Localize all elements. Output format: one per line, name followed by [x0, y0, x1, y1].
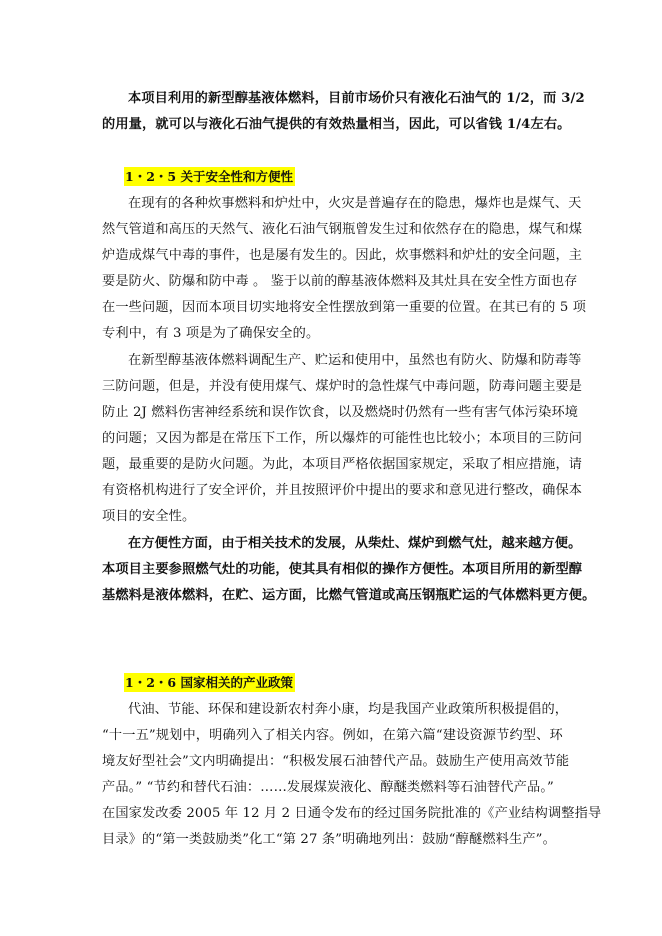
policy-line-3: 境友好型社会”文内明确提出：“积极发展石油替代产品。鼓励生产使用高效节能: [102, 754, 570, 769]
policy-line-4: 产品。” “节约和替代石油：……发展煤炭液化、醇醚类燃料等石油替代产品。”: [102, 780, 554, 795]
section-heading-safety: 1・2・5 关于安全性和方便性: [125, 169, 293, 184]
policy-line-2: “十一五”规划中，明确列入了相关内容。例如，在第六篇“建设资源节约型、环: [102, 728, 563, 743]
production-line-2: 三防问题，但是，并没有使用煤气、煤炉时的急性煤气中毒问题，防毒问题主要是: [102, 379, 583, 394]
policy-line-5: 在国家发改委 2005 年 12 月 2 日通令发布的经过国务院批准的《产业结构调整指导: [102, 806, 602, 821]
production-line-4: 的问题；又因为都是在常压下工作，所以爆炸的可能性也比较小；本项目的三防问: [102, 431, 583, 446]
safety-line-3: 炉造成煤气中毒的事件，也是屡有发生的。因此，炊事燃料和炉灶的安全问题，主: [102, 248, 583, 263]
production-line-1: 在新型醇基液体燃料调配生产、贮运和使用中，虽然也有防火、防爆和防毒等: [128, 353, 582, 368]
policy-line-1: 代油、节能、环保和建设新农村奔小康，均是我国产业政策所积极提倡的，: [128, 702, 569, 717]
production-line-7: 项目的安全性。: [102, 509, 196, 524]
safety-line-5: 在一些问题，因而本项目切实地将安全性摆放到第一重要的位置。在其已有的 5 项: [102, 300, 587, 315]
production-line-6: 有资格机构进行了安全评价，并且按照评价中提出的要求和意见进行整改，确保本: [102, 483, 583, 498]
convenience-line-2: 本项目主要参照燃气灶的功能，使其具有相似的操作方便性。本项目所用的新型醇: [102, 562, 583, 577]
intro-line-2: 的用量，就可以与液化石油气提供的有效热量相当，因此，可以省钱 1/4左右。: [102, 117, 571, 132]
safety-line-4: 要是防火、防爆和防中毒 。 鉴于以前的醇基液体燃料及其灶具在安全性方面也存: [102, 274, 578, 289]
production-line-3: 防止 2J 燃料伤害神经系统和误作饮食，以及燃烧时仍然有一些有害气体污染环境: [102, 405, 579, 420]
section-heading-policy: 1・2・6 国家相关的产业政策: [125, 675, 293, 690]
intro-line-1: 本项目利用的新型醇基液体燃料，目前市场价只有液化石油气的 1/2，而 3/2: [128, 91, 585, 106]
policy-line-6: 目录》的“第一类鼓励类”化工“第 27 条”明确地列出：鼓励“醇醚燃料生产”。: [102, 832, 556, 847]
convenience-line-1: 在方便性方面，由于相关技术的发展，从柴灶、煤炉到燃气灶，越来越方便。: [128, 536, 582, 551]
convenience-line-3: 基燃料是液体燃料，在贮、运方面，比燃气管道或高压钢瓶贮运的气体燃料更方便。: [102, 588, 596, 603]
safety-line-6: 专利中，有 3 项是为了确保安全的。: [102, 326, 320, 341]
production-line-5: 题，最重要的是防火问题。为此，本项目严格依据国家规定，采取了相应措施，请: [102, 457, 583, 472]
safety-line-1: 在现有的各种炊事燃料和炉灶中，火灾是普遍存在的隐患，爆炸也是煤气、天: [128, 196, 582, 211]
safety-line-2: 然气管道和高压的天然气、液化石油气钢瓶曾发生过和依然存在的隐患，煤气和煤: [102, 222, 583, 237]
